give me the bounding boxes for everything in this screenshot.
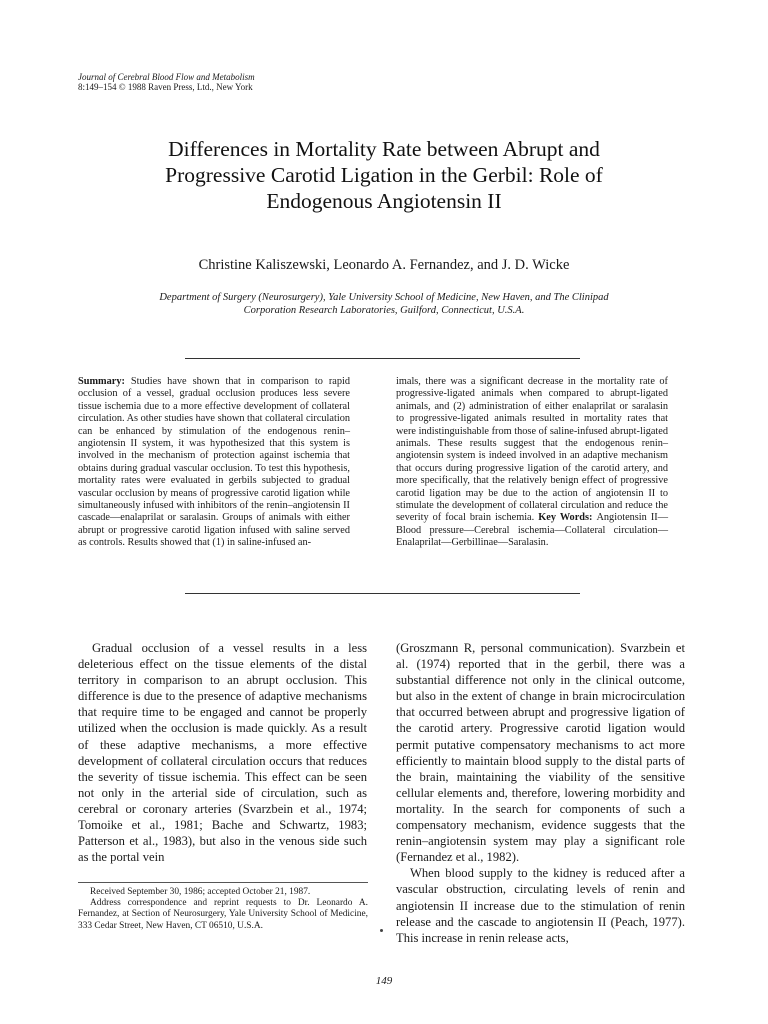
- journal-header: [78, 72, 255, 92]
- abstract-text-left: Studies have shown that in comparison to rapid occlusion of a vessel, gradual occlusion produces less severe tissue ischemia due to a more effective development of collateral circulation. As other studies have shown that collateral circulation can be enhanced by stimulation of the endogenous renin–angiotensin II system, it was hypothesized that this system is involved in the mechanism of protection against ischemia that obtains during gradual vascular occlusion. To test this hypothesis, mortality rates were evaluated in gerbils subjected to gradual vascular occlusion by means of progressive carotid ligation while simultaneously infused with inhibitors of the renin–angiotensin II cascade—enalaprilat or saralasin. Groups of animals with either abrupt or progressive carotid ligation infused with saline served as controls. Results showed that (1) in saline-infused an-: [78, 376, 351, 549]
- abstract-text-right: imals, there was a significant decrease in the mortality rate of progressive-ligated animals when compared to abrupt-ligated animals, and (2) administration of either enalaprilat or saralasin to progressive-ligated animals resulted in mortality rates that were indistinguishable from those of saline-infused abrupt-ligated animals. These results suggest that the endogenous renin–angiotensin system is indeed involved in an adaptive mechanism that occurs during progressive ligation of the carotid artery, and more specifically, that the relatively benign effect of progressive carotid ligation may be due to the action of angiotensin II to stimulate the development of collateral circulation and reduce the severity of focal brain ischemia.: [396, 376, 668, 524]
- affiliation-line: Department of Surgery (Neurosurgery), Yale University School of Medicine, New Haven, and The Clinipad: [159, 292, 609, 303]
- abstract-bottom-rule: [185, 593, 580, 594]
- affiliation-line: Corporation Research Laboratories, Guilford, Connecticut, U.S.A.: [243, 305, 525, 316]
- received-note: Received September 30, 1986; accepted October 21, 1987.: [90, 887, 311, 897]
- abstract-left-column: [78, 376, 350, 550]
- keywords-text: Angiotensin II—Blood pressure—Cerebral ischemia—Collateral circulation—Enalaprilat—Gerbillinae—Saralasin.: [396, 512, 668, 549]
- paper-title: [60, 136, 708, 214]
- body-left-column: Gradual occlusion of a vessel results in a less deleterious effect on the tissue elements of the distal territory in comparison to an abrupt occlusion. This difference is due to the presence of adaptive mechanisms that require time to be engaged and cannot be properly utilized when the occlusion is made quickly. As a result of these adaptive mechanisms, a more effective development of collateral circulation occurs that reduces the severity of tissue ischemia. This effect can be seen not only in the arterial side of circulation, such as cerebral or coronary arteries (Svarzbein et al., 1974; Tomoike et al., 1981; Bache and Schwartz, 1983; Patterson et al., 1983), but also in the venous side such as the portal vein: [78, 641, 367, 865]
- body-paragraph: (Groszmann R, personal communication). Svarzbein et al. (1974) reported that in the gerbil, there was a substantial difference not only in the clinical outcome, but also in the extent of change in brain microcirculation that occurred between abrupt and progressive ligation of the carotid artery. Progressive carotid ligation would permit putative compensatory mechanisms to act more efficiently to maintain blood supply to the distal parts of the brain, maintaining the viability of the sensitive cellular elements and, therefore, lowering morbidity and mortality. In the search for components of such a compensatory mechanism, evidence suggests that the renin–angiotensin system may play a significant role (Fernandez et al., 1982).: [396, 641, 685, 865]
- body-right-column: [396, 640, 685, 946]
- summary-label: Summary:: [78, 376, 131, 387]
- footnote-rule: [78, 882, 368, 883]
- affiliation: [90, 291, 678, 317]
- title-line: Endogenous Angiotensin II: [266, 189, 502, 213]
- print-speck: [380, 929, 383, 932]
- keywords-label: Key Words:: [538, 512, 597, 524]
- abstract-right-column: [396, 376, 668, 550]
- body-paragraph: When blood supply to the kidney is reduced after a vascular obstruction, circulating levels of renin and angiotensin II increase due to the stimulation of renin release and the cascade to angiotensin II (Peach, 1977). This increase in renin release acts,: [396, 866, 685, 945]
- title-line: Progressive Carotid Ligation in the Gerbil: Role of: [165, 163, 603, 187]
- author-list: Christine Kaliszewski, Leonardo A. Fernandez, and J. D. Wicke: [198, 257, 570, 273]
- journal-citation: 8:149–154 © 1988 Raven Press, Ltd., New York: [78, 82, 253, 92]
- footnotes: [78, 887, 368, 932]
- correspondence-note: Address correspondence and reprint requests to Dr. Leonardo A. Fernandez, at Section of Neurosurgery, Yale University School of Medicine, 333 Cedar Street, New Haven, CT 06510, U.S.A.: [78, 898, 368, 931]
- title-line: Differences in Mortality Rate between Abrupt and: [168, 137, 600, 161]
- page-number: 149: [375, 975, 393, 987]
- journal-name: Journal of Cerebral Blood Flow and Metabolism: [78, 72, 255, 82]
- abstract-top-rule: [185, 358, 580, 359]
